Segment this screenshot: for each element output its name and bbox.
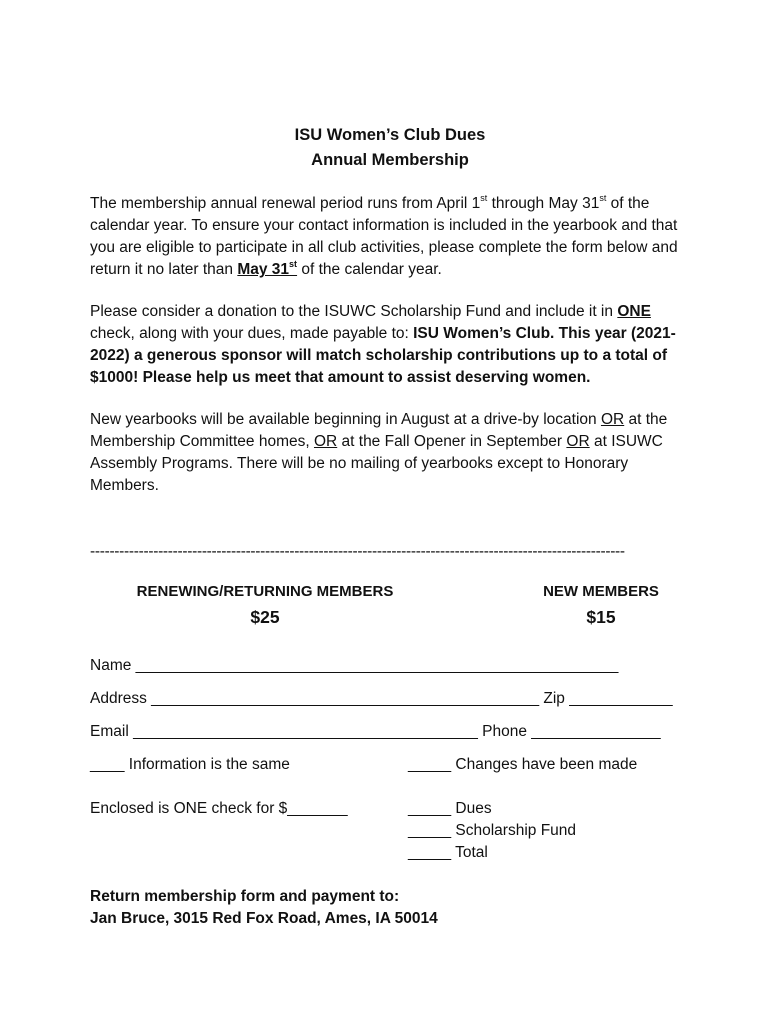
p2-bold-text: ISU Women’s Club. This year (2021-2022) a generous sponsor will match scholarship contributions up to a total of $1000! Please help us meet that amount to assist deserving women. (90, 325, 676, 386)
enclosed-check-field[interactable]: Enclosed is ONE check for $_______ (90, 800, 348, 817)
renewing-label: RENEWING/RETURNING MEMBERS (136, 583, 394, 600)
info-same-option[interactable]: ____ Information is the same (90, 756, 290, 773)
p1-text-c: of the calendar year. To ensure your contact information is included in the yearbook and that you are eligible to participate in all club activities, please complete the form below and return it no later than (90, 195, 678, 278)
p3-text-d: at ISUWC Assembly Programs. There will be no mailing of yearbooks except to Honorary Members. (90, 433, 663, 494)
cut-line-divider: -------------------------------------------------------------------------------------------------------------- (90, 543, 625, 560)
info-changed-option[interactable]: _____ Changes have been made (408, 756, 638, 773)
payment-section (90, 798, 690, 864)
contact-fields (90, 655, 690, 743)
p1-text-b: through May 31 (487, 195, 600, 212)
form-title (90, 123, 690, 173)
new-price: $15 (586, 607, 616, 627)
name-field[interactable]: Name ________________________________________________________ (90, 657, 619, 674)
p1-sup-2: st (599, 192, 607, 203)
title-line-2: Annual Membership (311, 151, 469, 169)
p3-text-b: at the Membership Committee homes, (90, 411, 668, 450)
or-1: OR (600, 411, 625, 428)
p1-text-d: of the calendar year. (297, 261, 442, 278)
p2-text-a: Please consider a donation to the ISUWC Scholarship Fund and include it in (90, 303, 618, 320)
p2-text-b: check, along with your dues, made payable to: (90, 325, 414, 342)
membership-tiers (90, 581, 690, 641)
email-phone-field[interactable]: Email ________________________________________ Phone _______________ (90, 723, 661, 740)
payment-breakdown (408, 798, 576, 864)
p1-sup-1: st (480, 192, 488, 203)
membership-form-page (90, 123, 690, 930)
one-emphasis: ONE (617, 303, 651, 320)
total-field[interactable]: _____ Total (408, 844, 488, 861)
new-label: NEW MEMBERS (543, 583, 659, 600)
return-line-2: Jan Bruce, 3015 Red Fox Road, Ames, IA 50014 (90, 910, 438, 927)
or-3: OR (566, 433, 590, 450)
address-zip-field[interactable]: Address _____________________________________________ Zip ____________ (90, 690, 673, 707)
deadline-text: May 31 (237, 261, 290, 278)
info-status-row (90, 754, 690, 776)
dues-field[interactable]: _____ Dues (408, 800, 492, 817)
return-line-1: Return membership form and payment to: (90, 888, 400, 905)
new-tier (538, 581, 664, 628)
renewal-period-paragraph (90, 193, 690, 281)
deadline-date (237, 258, 298, 278)
p3-text-c: at the Fall Opener in September (337, 433, 567, 450)
renewing-price: $25 (250, 607, 280, 627)
or-2: OR (313, 433, 338, 450)
p1-text-a: The membership annual renewal period runs from April 1 (90, 195, 481, 212)
title-line-1: ISU Women’s Club Dues (294, 126, 486, 144)
p3-text-a: New yearbooks will be available beginning in August at a drive-by location (90, 411, 601, 428)
yearbook-paragraph (90, 409, 690, 497)
scholarship-field[interactable]: _____ Scholarship Fund (408, 822, 577, 839)
deadline-sup: st (289, 258, 298, 269)
donation-paragraph (90, 301, 690, 389)
return-address (90, 886, 690, 930)
renewing-tier (136, 581, 394, 628)
